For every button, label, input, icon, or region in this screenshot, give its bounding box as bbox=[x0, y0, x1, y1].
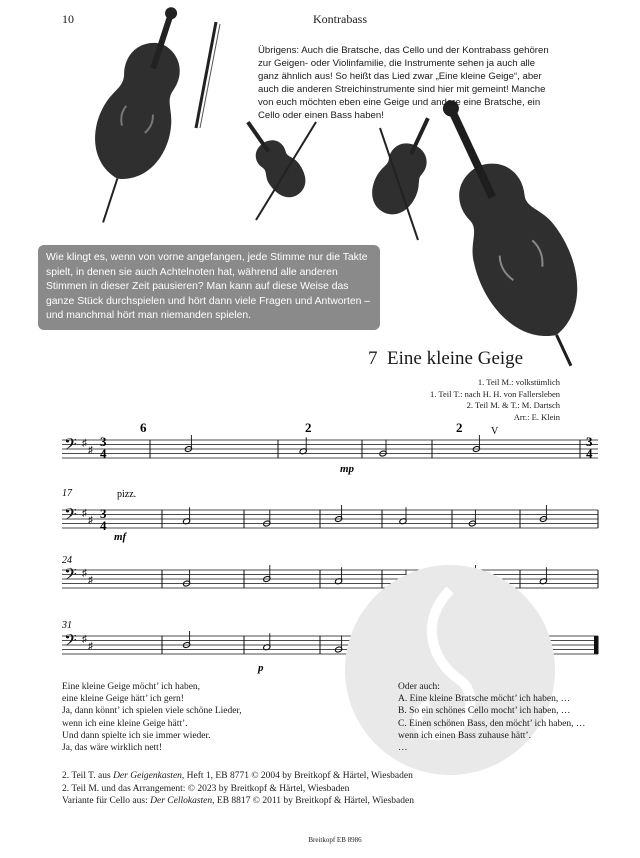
lyric-line: C. Einen schönen Bass, den möcht’ ich haben, … bbox=[398, 718, 586, 729]
bass-clef-icon: 𝄢 bbox=[64, 630, 77, 654]
page-footer: Breitkopf EB 8986 bbox=[308, 836, 362, 844]
pizz-mark: pizz. bbox=[117, 489, 137, 500]
credit-line: 1. Teil M.: volkstümlich bbox=[477, 377, 560, 387]
lyric-line: B. So ein schönes Cello mocht’ ich haben, … bbox=[398, 706, 571, 717]
work-title: Der Geigenkasten bbox=[113, 771, 182, 781]
dynamic-mark: mp bbox=[340, 463, 355, 475]
rest-count: 6 bbox=[140, 420, 147, 435]
bowing-mark: V bbox=[491, 426, 499, 437]
copyright-text: 2. Teil M. und das Arrangement: © 2023 by Breitkopf & Härtel, Wiesbaden bbox=[62, 783, 350, 794]
credit-line: 2. Teil M. & T.: M. Dartsch bbox=[466, 400, 560, 411]
time-signature-bottom: 4 bbox=[100, 446, 107, 461]
copyright-text: , EB 8817 © 2011 by Breitkopf & Härtel, Wiesbaden bbox=[212, 796, 414, 806]
lyric-line: Ja, dann könnt’ ich spielen viele schöne Lieder, bbox=[62, 706, 242, 717]
bass-clef-icon: 𝄢 bbox=[64, 564, 77, 588]
lyric-line: eine kleine Geige hätt’ ich gern! bbox=[62, 694, 184, 705]
sharp-icon: ♯ bbox=[88, 641, 93, 652]
dynamic-mark: p bbox=[258, 662, 264, 674]
rest-count: 2 bbox=[305, 420, 312, 435]
info-box: Wie klingt es, wenn von vorne angefangen, jede Stimme nur die Takte spielt, in denen sie auch Achtelnoten hat, während alle anderen Stimmen in dieser Zeit pausieren? Man kann auf diese Weise das ganze Stück durchspielen und hört dann viele Fragen und Antworten – und manchmal hört man niemanden spielen. bbox=[38, 245, 380, 330]
time-signature-top: 3 bbox=[100, 506, 107, 521]
time-signature-top: 3 bbox=[100, 434, 107, 449]
lyric-line: Oder auch: bbox=[398, 682, 440, 692]
lyric-line: Eine kleine Geige möcht’ ich haben, bbox=[62, 682, 201, 692]
lyric-line: wenn ich eine kleine Geige hätt’. bbox=[62, 718, 188, 729]
work-title: Der Cellokasten bbox=[150, 796, 213, 806]
page-number: 10 bbox=[62, 12, 74, 26]
final-barline bbox=[594, 636, 598, 654]
sharp-icon: ♯ bbox=[82, 568, 87, 579]
rest-count: 2 bbox=[456, 420, 463, 435]
copyright-notes bbox=[62, 770, 582, 808]
bass-clef-icon: 𝄢 bbox=[64, 434, 77, 458]
system-number: 17 bbox=[62, 488, 72, 499]
system-number: 24 bbox=[62, 555, 72, 566]
time-signature-bottom: 4 bbox=[100, 518, 107, 533]
copyright-text: , Heft 1, EB 8771 © 2004 by Breitkopf & Härtel, Wiesbaden bbox=[181, 771, 413, 781]
dynamic-mark: mf bbox=[114, 531, 127, 543]
copyright-text: Variante für Cello aus: bbox=[62, 796, 151, 806]
lyrics-alternatives bbox=[398, 681, 628, 754]
system-number: 31 bbox=[62, 620, 72, 631]
credit-line: Arr.: E. Klein bbox=[513, 411, 560, 422]
bass-clef-icon: 𝄢 bbox=[64, 504, 77, 528]
running-head: Kontrabass bbox=[313, 12, 367, 26]
intro-paragraph: Übrigens: Auch die Bratsche, das Cello und der Kontrabass gehören zur Geigen- oder Violinfamilie, die Instrumente sehen ja auch alle ganz ähnlich aus! So heißt das Lied zwar „Eine kleine Geige“, aber auch die anderen Streichinstrumente sind hier mit gemeint! Manche von euch möchten eben eine Geige und andere eine Bratsche, ein Cello oder einen Bass haben! bbox=[258, 45, 549, 121]
time-signature-bottom: 4 bbox=[586, 446, 593, 461]
sharp-icon: ♯ bbox=[82, 508, 87, 519]
copyright-line bbox=[62, 783, 582, 796]
sharp-icon: ♯ bbox=[88, 445, 93, 456]
lyric-line: Und dann spielte ich sie immer wieder. bbox=[62, 730, 211, 741]
lyric-line: wenn ich einen Bass zuhause hätt’. bbox=[398, 730, 531, 741]
lyric-line: Ja, das wäre wirklich nett! bbox=[62, 743, 162, 754]
copyright-line bbox=[62, 770, 582, 783]
lyric-line: … bbox=[398, 743, 408, 754]
sharp-icon: ♯ bbox=[88, 515, 93, 526]
sharp-icon: ♯ bbox=[82, 438, 87, 449]
piece-number: 7 bbox=[368, 348, 378, 369]
lyrics-main bbox=[62, 681, 322, 754]
credit-line: 1. Teil T.: nach H. H. von Fallersleben bbox=[430, 388, 560, 399]
copyright-line bbox=[62, 795, 582, 808]
sharp-icon: ♯ bbox=[82, 634, 87, 645]
copyright-text: 2. Teil T. aus bbox=[62, 771, 114, 781]
lyric-line: A. Eine kleine Bratsche möcht’ ich haben, … bbox=[398, 694, 571, 705]
piece-title-text: Eine kleine Geige bbox=[387, 348, 524, 369]
sharp-icon: ♯ bbox=[88, 575, 93, 586]
time-signature-top: 3 bbox=[586, 434, 593, 449]
